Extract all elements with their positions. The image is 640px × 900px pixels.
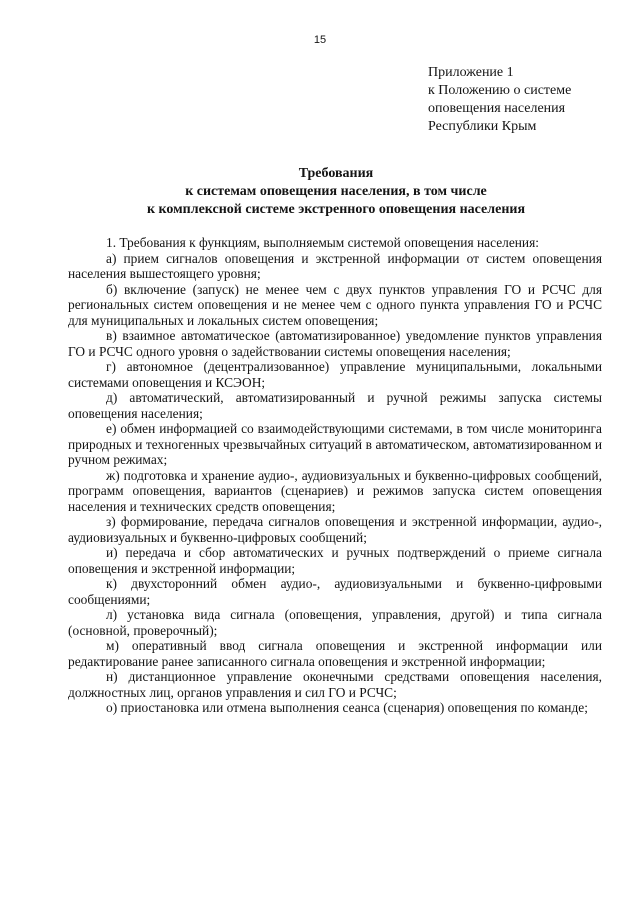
appendix-line: оповещения населения [428,101,566,116]
paragraph-m: м) оперативный ввод сигнала оповещения и экстренной информации или редактирование ранее записанного сигнала оповещения и экстренной информации; [68,638,602,669]
paragraph-1: 1. Требования к функциям, выполняемым системой оповещения населения: [106,235,539,250]
paragraph-o: о) приостановка или отмена выполнения сеанса (сценария) оповещения по команде; [106,700,588,715]
appendix-header [428,64,628,136]
paragraph-a: а) прием сигналов оповещения и экстренной информации от систем оповещения населения вышестоящего уровня; [68,250,602,281]
title-line: к комплексной системе экстренного оповещения населения [146,202,526,217]
paragraph-l: л) установка вида сигнала (оповещения, управления, другой) и типа сигнала (основной, проверочный); [68,607,602,638]
paragraph-b: б) включение (запуск) не менее чем с двух пунктов управления ГО и РСЧС для региональных систем оповещения и не менее чем с одного пункта управления ГО и РСЧС для муниципальных и локальных систем оповещения; [68,281,602,328]
appendix-line: к Положению о системе [428,83,572,98]
appendix-line: Республики Крым [428,119,537,134]
paragraph-n: н) дистанционное управление оконечными средствами оповещения населения, должностных лиц, органов управления и сил ГО и РСЧС; [68,669,602,700]
paragraph-v: в) взаимное автоматическое (автоматизированное) уведомление пунктов управления ГО и РСЧС одного уровня о задействовании системы оповещения населения; [68,328,602,359]
page-number: 15 [313,34,327,46]
paragraph-zh: ж) подготовка и хранение аудио-, аудиовизуальных и буквенно-цифровых сообщений, программ оповещения, вариантов (сценариев) и режимов запуска систем оповещения населения и технических средств оповещения; [68,467,602,514]
appendix-line: Приложение 1 [428,65,514,80]
title-line: к системам оповещения населения, в том числе [185,184,487,199]
title-line: Требования [298,166,374,181]
paragraph-e: е) обмен информацией со взаимодействующими системами, в том числе мониторинга природных и техногенных чрезвычайных ситуаций в автоматическом, автоматизированном и ручном режимах; [68,421,602,467]
paragraph-i: и) передача и сбор автоматических и ручных подтверждений о приеме сигнала оповещения и экстренной информации; [68,545,602,576]
document-title [60,165,612,219]
paragraph-d: д) автоматический, автоматизированный и ручной режимы запуска системы оповещения населения; [68,390,602,421]
paragraph-z: з) формирование, передача сигналов оповещения и экстренной информации, аудио-, аудиовизуальных и буквенно-цифровых сообщений; [68,514,602,545]
paragraph-k: к) двухсторонний обмен аудио-, аудиовизуальными и буквенно-цифровыми сообщениями; [68,576,602,607]
document-body [68,235,602,716]
paragraph-g: г) автономное (децентрализованное) управление муниципальными, локальными системами оповещения и КСЭОН; [68,359,602,390]
